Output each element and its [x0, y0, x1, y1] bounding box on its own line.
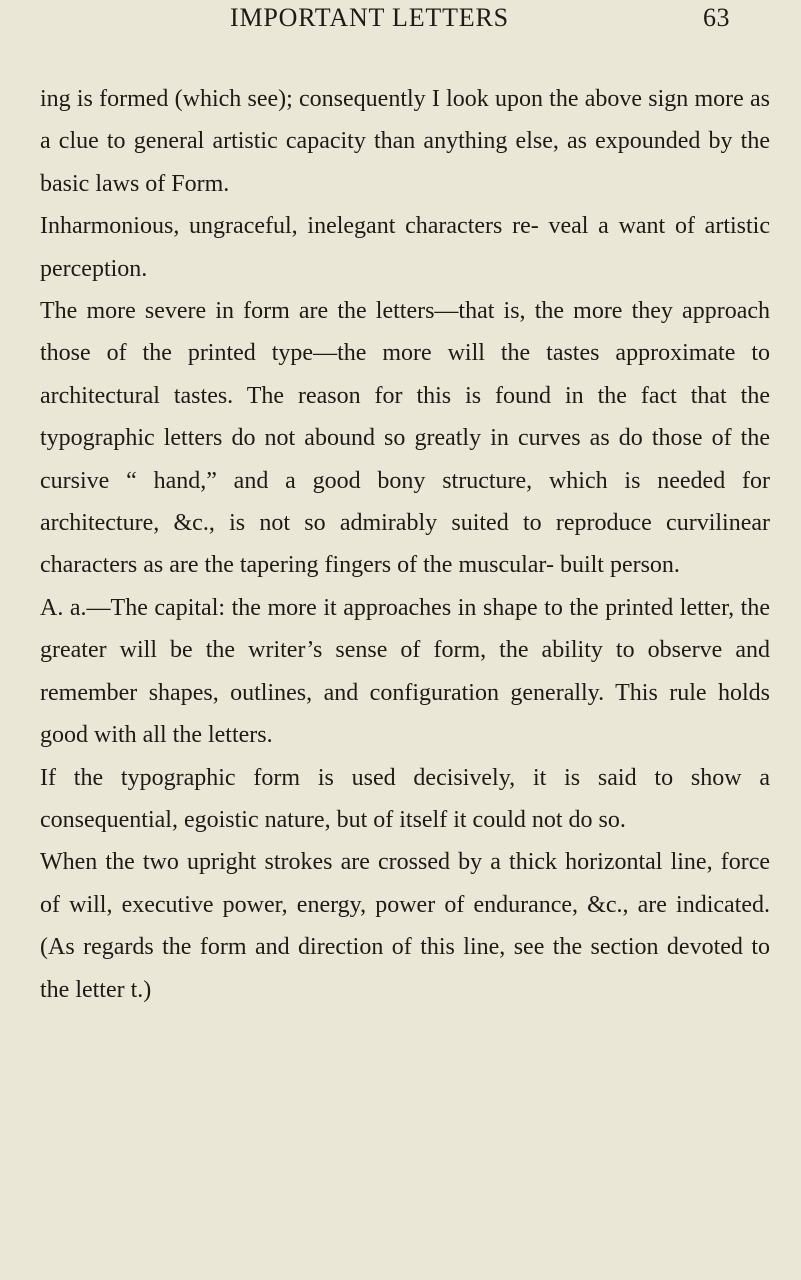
- running-title: IMPORTANT LETTERS: [230, 3, 509, 32]
- paragraph-3: The more severe in form are the letters—that is, the more they approach those of the printed type—the more will the tastes approximate to architectural tastes. The reason for this is found in the fact that the typographic letters do not abound so greatly in curves as do those of the cursive “ hand,” and a good bony structure, which is needed for architecture, &c., is not so admirably suited to reproduce curvilinear characters as are the tapering fingers of the muscular- built person.: [40, 298, 770, 579]
- book-page: [40, 3, 770, 1011]
- paragraph-6: When the two upright strokes are crossed by a thick horizontal line, force of will, executive power, energy, power of endurance, &c., are indicated. (As regards the form and direction of this line, see the section devoted to the letter t.): [40, 849, 770, 1003]
- body-text: [40, 78, 770, 1011]
- page-number: 63: [703, 3, 730, 32]
- paragraph-2: Inharmonious, ungraceful, inelegant characters re- veal a want of artistic perception.: [40, 213, 770, 282]
- paragraph-1: ing is formed (which see); consequently I look upon the above sign more as a clue to general artistic capacity than anything else, as expounded by the basic laws of Form.: [40, 86, 770, 197]
- paragraph-4: A. a.—The capital: the more it approaches in shape to the printed letter, the greater will be the writer’s sense of form, the ability to observe and remember shapes, outlines, and configuration generally. This rule holds good with all the letters.: [40, 594, 770, 749]
- page-header: [230, 3, 730, 33]
- paragraph-5: If the typographic form is used decisively, it is said to show a consequential, egoistic nature, but of itself it could not do so.: [40, 764, 770, 833]
